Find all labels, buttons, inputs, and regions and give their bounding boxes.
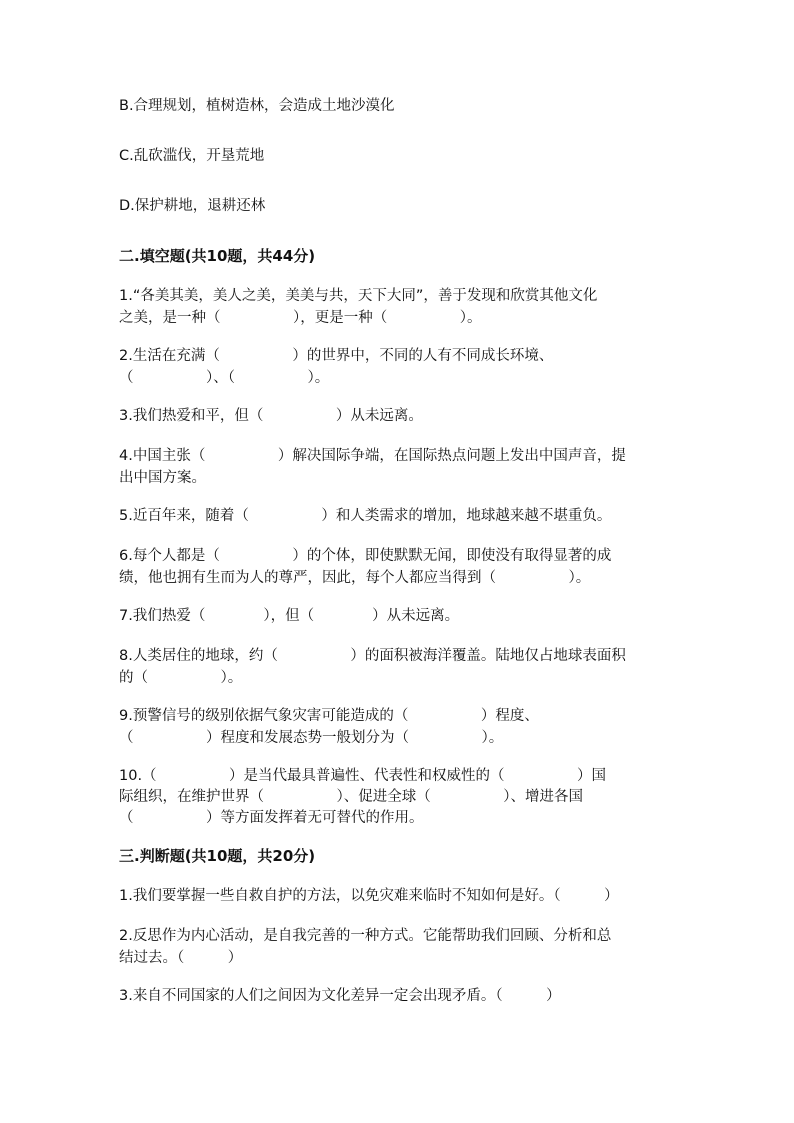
option-d: D.保护耕地，退耕还林 xyxy=(119,198,266,214)
option-b: B.合理规划，植树造林，会造成土地沙漠化 xyxy=(119,98,395,114)
fill-question-1-line-1: 1.“各美其美，美人之美，美美与共，天下大同”，善于发现和欣赏其他文化 xyxy=(119,288,598,304)
option-c: C.乱砍滥伐，开垦荒地 xyxy=(119,148,265,164)
fill-question-8-line-2: 的（ ）。 xyxy=(119,670,243,686)
judge-question-2-line-1: 2.反思作为内心活动，是自我完善的一种方式。它能帮助我们回顾、分析和总 xyxy=(119,928,612,944)
judge-question-2-line-2: 结过去。（ ） xyxy=(119,950,243,966)
fill-question-10-line-1: 10.（ ）是当代最具普遍性、代表性和权威性的（ ）国 xyxy=(119,768,607,784)
fill-question-2-line-2: （ ）、（ ）。 xyxy=(119,370,330,386)
fill-question-6-line-1: 6.每个人都是（ ）的个体，即使默默无闻，即使没有取得显著的成 xyxy=(119,548,612,564)
fill-question-9-line-2: （ ）程度和发展态势一般划分为（ ）。 xyxy=(119,730,504,746)
fill-question-1-line-2: 之美，是一种（ ），更是一种（ ）。 xyxy=(119,310,482,326)
fill-question-6-line-2: 绩，他也拥有生而为人的尊严，因此，每个人都应当得到（ ）。 xyxy=(119,570,591,586)
fill-question-8-line-1: 8.人类居住的地球，约（ ）的面积被海洋覆盖。陆地仅占地球表面积 xyxy=(119,648,626,664)
judge-question-1-line-1: 1.我们要掌握一些自救自护的方法，以免灾难来临时不知如何是好。（ ） xyxy=(119,888,619,904)
fill-question-2-line-1: 2.生活在充满（ ）的世界中，不同的人有不同成长环境、 xyxy=(119,348,554,364)
section-title-fill-in: 二.填空题(共10题，共44分) xyxy=(119,247,316,265)
fill-question-3-line-1: 3.我们热爱和平，但（ ）从未远离。 xyxy=(119,408,423,424)
fill-question-10-line-3: （ ）等方面发挥着无可替代的作用。 xyxy=(119,810,424,826)
section-title-true-false: 三.判断题(共10题，共20分) xyxy=(119,847,316,865)
fill-question-9-line-1: 9.预警信号的级别依据气象灾害可能造成的（ ）程度、 xyxy=(119,708,539,724)
fill-question-10-line-2: 际组织，在维护世界（ ）、促进全球（ ）、增进各国 xyxy=(119,789,583,805)
fill-question-4-line-1: 4.中国主张（ ）解决国际争端，在国际热点问题上发出中国声音，提 xyxy=(119,448,626,464)
fill-question-5-line-1: 5.近百年来，随着（ ）和人类需求的增加，地球越来越不堪重负。 xyxy=(119,508,612,524)
fill-question-7-line-1: 7.我们热爱（ ），但（ ）从未远离。 xyxy=(119,608,460,624)
fill-question-4-line-2: 出中国方案。 xyxy=(119,470,206,486)
judge-question-3-line-1: 3.来自不同国家的人们之间因为文化差异一定会出现矛盾。（ ） xyxy=(119,988,561,1004)
